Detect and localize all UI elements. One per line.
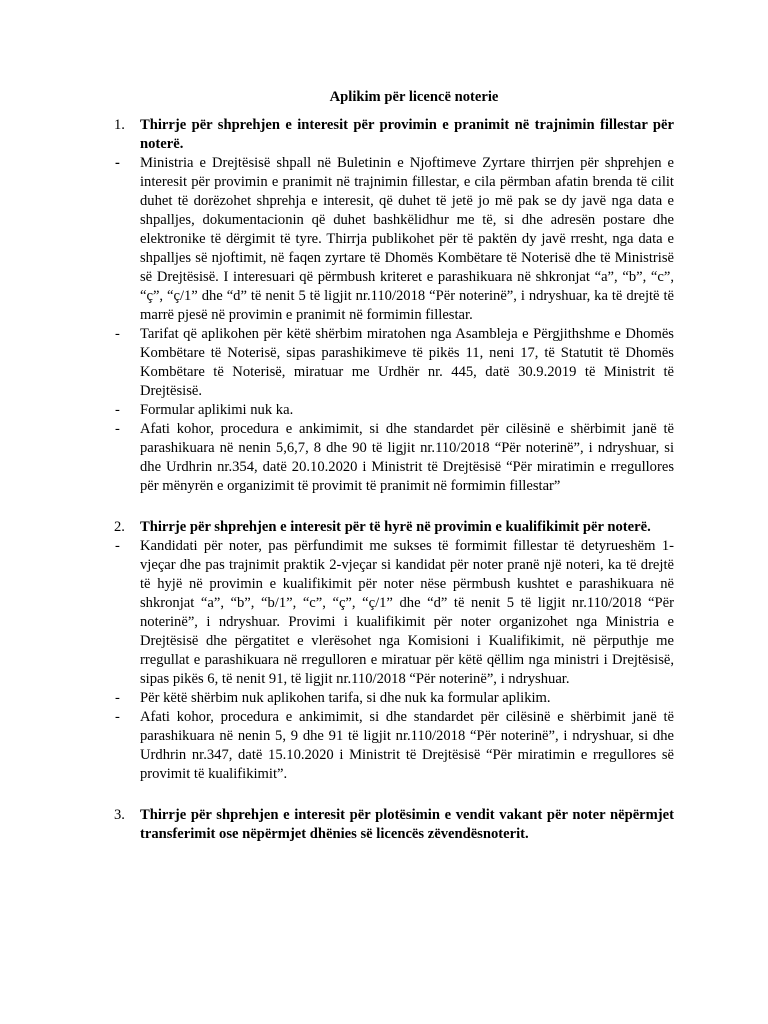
section-3	[114, 806, 674, 844]
list-item-text: Tarifat që aplikohen për këtë shërbim miratohen nga Asambleja e Përgjithshme e Dhomës Kombëtare të Noterisë, sipas parashikimeve të pikës 11, neni 17, të Statutit të Dhomës Kombëtare të Noterisë, miratuar me Urdhër nr. 445, datë 30.9.2019 të Ministrit të Drejtësisë.	[140, 326, 674, 399]
list-marker: -	[115, 538, 120, 554]
list-item	[114, 420, 674, 496]
list-item-text: Afati kohor, procedura e ankimimit, si dhe standardet për cilësinë e shërbimit janë të parashikuara në nenin 5, 9 dhe 91 të ligjit nr.110/2018 “Për noterinë”, i ndryshuar, si dhe Urdhrin nr.347, datë 15.10.2020 i Ministrit të Drejtësisë “Për miratimin e rregullores së provimit të kualifikimit”.	[140, 709, 674, 782]
list-item-text: Kandidati për noter, pas përfundimit me sukses të formimit fillestar të detyrueshëm 1-vjeçar dhe pas trajnimit praktik 2-vjeçar si kandidat për noter pranë një noteri, ka të drejtë të hyjë në provimin e kualifikimit për noter nëse përmbush kushtet e parashikuara në shkronjat “a”, “b”, “b/1”, “c”, “ç”, “ç/1” dhe “d” të nenit 5 të ligjit nr.110/2018 “Për noterinë”, i ndryshuar. Provimi i kualifikimit për noter organizohet nga Ministria e Drejtësisë dhe përgatitet e vlerësohet nga Komisioni i Kualifikimit, në përputhje me rregullat e parashikuara në rregulloren e miratuar për këtë qëllim nga ministri i Drejtësisë, sipas pikës 6, të nenit 91, të ligjit nr.110/2018 “Për noterinë”, i ndryshuar.	[140, 538, 674, 687]
list-item	[114, 537, 674, 689]
section-number: 1.	[114, 117, 125, 133]
list-marker: -	[115, 326, 120, 342]
list-item-text: Formular aplikimi nuk ka.	[140, 402, 294, 418]
section-heading-text: Thirrje për shprehjen e interesit për provimin e pranimit në trajnimin fillestar për noterë.	[140, 117, 674, 152]
list-marker: -	[115, 690, 120, 706]
section-heading	[114, 806, 674, 844]
list-item-text: Ministria e Drejtësisë shpall në Buletinin e Njoftimeve Zyrtare thirrjen për shprehjen e interesit për provimin e pranimit në trajnimin fillestar, e cila përmban afatin brenda të cilit duhet të dorëzohet shprehja e interesit, që duhet të jetë jo më pak se dy javë nga data e shpalljes, dokumentacionin që duhet bashkëlidhur me të, si dhe adresën postare dhe elektronike të dërgimit të tyre. Thirrja publikohet për të paktën dy javë rresht, nga data e shpalljes së njoftimit, në faqen zyrtare të Dhomës Kombëtare të Noterisë dhe të Ministrisë së Drejtësisë. I interesuari që përmbush kriteret e parashikuara në shkronjat “a”, “b”, “c”, “ç”, “ç/1” dhe “d” të nenit 5 të ligjit nr.110/2018 “Për noterinë”, i ndryshuar, ka të drejtë të marrë pjesë në provimin e pranimit në formimin fillestar.	[140, 155, 674, 323]
list-item-text: Afati kohor, procedura e ankimimit, si dhe standardet për cilësinë e shërbimit janë të parashikuara në nenin 5,6,7, 8 dhe 90 të ligjit nr.110/2018 “Për noterinë”, i ndryshuar, si dhe Urdhrin nr.354, datë 20.10.2020 i Ministrit të Drejtësisë “Për miratimin e rregullores për mënyrën e organizimit të provimit të pranimit në formimin fillestar”	[140, 421, 674, 494]
list-marker: -	[115, 421, 120, 437]
document-title: Aplikim për licencë noterie	[329, 89, 499, 105]
list-marker: -	[115, 155, 120, 171]
document-body	[114, 116, 674, 844]
section-number: 2.	[114, 519, 125, 535]
list-item	[114, 401, 674, 420]
list-item	[114, 689, 674, 708]
list-item	[114, 154, 674, 325]
section-1	[114, 116, 674, 496]
list-marker: -	[115, 402, 120, 418]
list-marker: -	[115, 709, 120, 725]
section-2	[114, 518, 674, 784]
section-heading	[114, 116, 674, 154]
list-item-text: Për këtë shërbim nuk aplikohen tarifa, si dhe nuk ka formular aplikim.	[140, 690, 551, 706]
list-item	[114, 325, 674, 401]
section-heading	[114, 518, 674, 537]
list-item	[114, 708, 674, 784]
section-number: 3.	[114, 807, 125, 823]
section-heading-text: Thirrje për shprehjen e interesit për plotësimin e vendit vakant për noter nëpërmjet transferimit ose nëpërmjet dhënies së licencës zëvendësnoterit.	[140, 807, 674, 842]
section-heading-text: Thirrje për shprehjen e interesit për të hyrë në provimin e kualifikimit për noterë.	[140, 519, 651, 535]
